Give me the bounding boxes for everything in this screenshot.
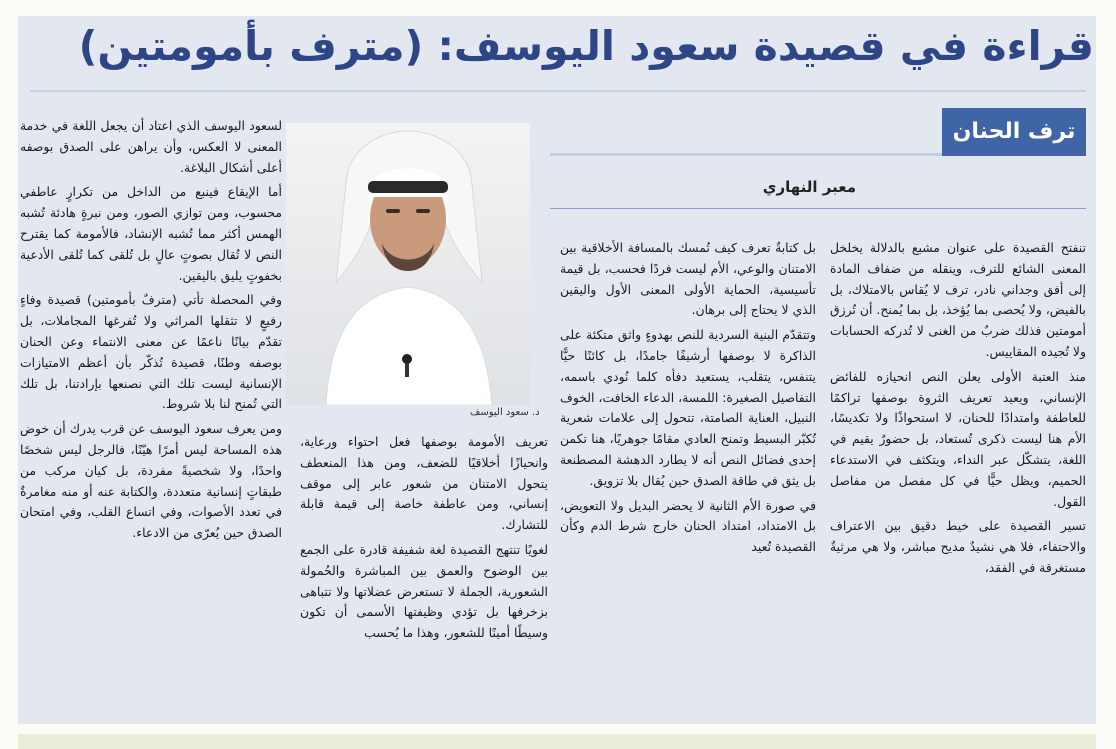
paragraph: في صورة الأم الثانية لا يحضر البديل ولا التعويض، بل الامتداد، امتداد الحنان خارج شرط الدم وكأن القصيدة تُعيد [560,497,816,555]
text-column-3 [300,432,548,708]
text-column-1 [830,238,1086,708]
paragraph: تنفتح القصيدة على عنوان مشبع بالدلالة يخلخل المعنى الشائع للترف، وينقله من ضفاف المادة إلى أفق وجداني نادر، ترف لا يُقاس بالامتلاك، بل بالفيض، ولا يُحصى بما يُؤخذ، بل بما يُمنح. أن تُرزق أمومتين فذلك ضربٌ من الغنى لا تُدركه الحسابات ولا تُجيده المقاييس. [830,240,1086,359]
section-rule [550,118,942,156]
author-name: معبر النهاري [762,178,856,196]
paragraph: وفي المحصلة تأتي (مترفٌ بأمومتين) قصيدة وفاءٍ رفيعٍ لا تثقلها المراثي ولا تُفرغها المجاملات، بل تقدّم بيانًا ناعمًا عن معنى الانتماء وعن الحنان بوصفه وطنًا، قصيدة تُذكّر بأن أعظم الامتيازات الإنسانية ليست تلك التي نصنعها بإرادتنا، بل تلك التي تُمنح لنا بلا شروط. [20,292,282,412]
title-divider [30,90,1086,92]
paragraph: أما الإيقاع فينبع من الداخل من تكرارٍ عاطفي محسوب، ومن توازي الصور، ومن نبرةٍ هادئة تُشبه الهمس أكثر مما تُشبه الإنشاد، فالأمومة كما يقترح النص لا تُقال بصوتٍ عالٍ بل تُلقى كما تُلقى الأدعية بخفوتٍ يليق باليقين. [20,184,282,283]
paragraph: بل كتابةٌ تعرف كيف تُمسك بالمسافة الأخلاقية بين الامتنان والوعي، الأم ليست فردًا فحسب، بل قيمة تأسيسية، الحماية الأولى المعنى الأول واليقين الذي لا يحتاج إلى برهان. [560,240,816,318]
paragraph: تسير القصيدة على خيط دقيق بين الاعتراف والاحتفاء، فلا هي نشيدٌ مديح مباشر، ولا هي مرثيةٌ مستغرقة في الفقد، [830,518,1086,575]
paragraph: وتتقدّم البنية السردية للنص بهدوءٍ واثق متكئة على الذاكرة لا بوصفها أرشيفًا جامدًا، بل كائنًا حيًّا يتنفس، يتقلب، يستعيد دفأه كلما نُودي باسمه، التفاصيل الصغيرة: اللمسة، الدعاء الخافت، الخوف النبيل، العناية الصامتة، تتحول إلى علامات شعرية تُكبّر البسيط وتمنح العادي مقامًا جوهريًا، هنا تكمن إحدى فضائل النص أنه لا يطارد الدهشة المصطنعة بل يثق في طاقة الصدق حين يُقال بلا تزويق. [560,327,816,488]
paragraph: منذ العتبة الأولى يعلن النص انحيازه للفائض الإنساني، ويعيد تعريف الثروة بوصفها تراكمًا للعاطفة وامتدادًا للحنان، لا استحواذًا ولا تكديسًا، الأم هنا ليست ذكرى تُستعاد، بل حضورٌ يقيم في اللغة، يتشكّل عبر النداء، ويتكثف في الاستدعاء الحميم، ويظل حيًّا في كل مفصل من مفاصل القول. [830,368,1086,509]
author-divider [550,208,1086,209]
bottom-strip [18,734,1096,749]
article-title: قراءة في قصيدة سعود اليوسف: (مترف بأمومتين) [78,22,1094,70]
section-label: ترف الحنان [942,108,1086,156]
paragraph: لغويًا تنتهج القصيدة لغة شفيفة قادرة على الجمع بين الوضوح والعمق بين المباشرة والحُمولة الشعورية، الجملة لا تستعرض عضلاتها ولا تتباهى بزخرفها بل تؤدي وظيفتها الأسمى أن تكون وسيطًا أمينًا للشعور، وهذا ما يُحسب [300,541,548,641]
paragraph: تعريف الأمومة بوصفها فعل احتواء ورعاية، وانحيازًا أخلاقيًا للضعف، ومن هذا المنعطف يتحول الامتنان من شعور عابر إلى موقف إنساني، ومن عاطفة خاصة إلى قيمة قابلة للتشارك. [300,434,548,533]
text-column-4 [20,116,282,706]
paragraph: ومن يعرف سعود اليوسف عن قرب يدرك أن خوض هذه المساحة ليس أمرًا هيّنًا، فالرجل ليس شخصًا واحدًا، ولا شخصيةً مفردة، بل كيان مركب من طبقاتٍ إنسانية متعددة، والكتابة عنه أو منه مغامرةٌ في تعدد الأصوات، وفي اتساع القلب، وفي امتحان الصدق حين يُعرّى من الادعاء. [20,421,282,541]
photo-caption: د. سعود اليوسف [470,407,540,418]
author-photo [286,123,530,405]
text-column-2 [560,238,816,622]
paragraph: لسعود اليوسف الذي اعتاد أن يجعل اللغة في خدمة المعنى لا العكس، وأن يراهن على الصدق بوصفه أعلى أشكال البلاغة. [20,118,282,175]
